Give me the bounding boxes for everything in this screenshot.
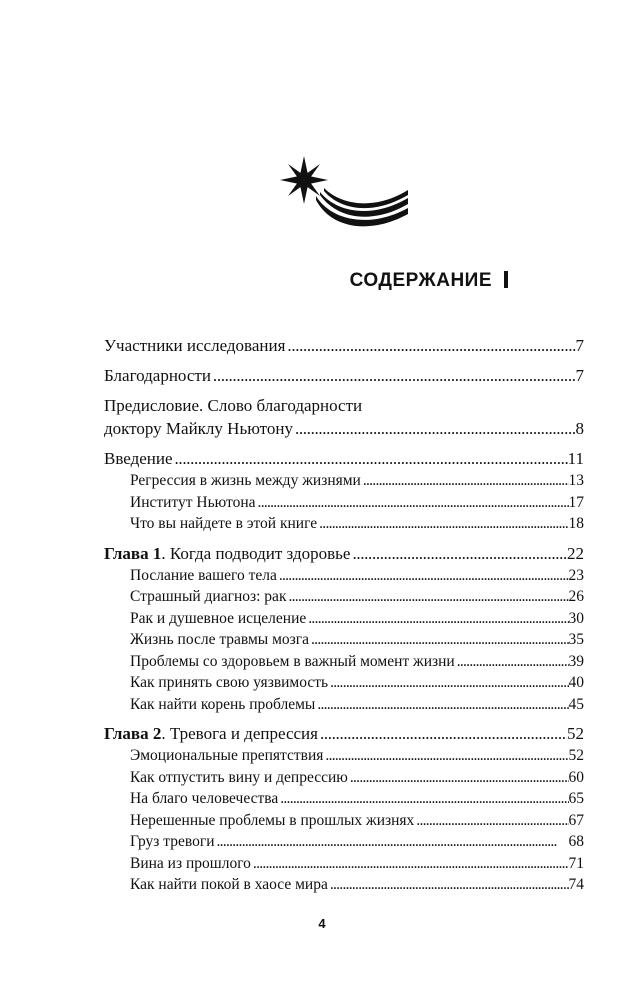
toc-subentry[interactable]: Груз тревоги . . . 68 xyxy=(104,831,584,853)
toc-entry[interactable]: Введение . . . 11 xyxy=(104,447,584,470)
page-number: 4 xyxy=(318,916,326,931)
toc-chapter-2[interactable]: Глава 2. Тревога и депрессия . . . 52 xyxy=(104,722,584,745)
toc-chapter-1[interactable]: Глава 1. Когда подводит здоровье . . . 22 xyxy=(104,542,584,565)
toc-subentry[interactable]: Регрессия в жизнь между жизнями . . . 13 xyxy=(104,470,584,492)
toc-heading xyxy=(350,270,508,292)
toc-entry[interactable]: Участники исследования . . . 7 xyxy=(104,334,584,357)
toc-subentry[interactable]: Нерешенные проблемы в прошлых жизнях . . . 67 xyxy=(104,810,584,832)
toc-subentry[interactable]: Рак и душевное исцеление . . . 30 xyxy=(104,608,584,630)
toc-subentry[interactable]: Страшный диагноз: рак . . . 26 xyxy=(104,586,584,608)
toc-subentry[interactable]: Что вы найдете в этой книге . . . 18 xyxy=(104,513,584,535)
toc-subentry[interactable]: Проблемы со здоровьем в важный момент жизни . . . 39 xyxy=(104,651,584,673)
heading-bar xyxy=(504,271,508,288)
table-of-contents xyxy=(104,334,584,896)
toc-subentry[interactable]: Как принять свою уязвимость . . . 40 xyxy=(104,672,584,694)
toc-subentry[interactable]: Послание вашего тела . . . 23 xyxy=(104,565,584,587)
toc-subentry[interactable]: Вина из прошлого . . . 71 xyxy=(104,853,584,875)
toc-subentry[interactable]: На благо человечества . . . 65 xyxy=(104,788,584,810)
toc-heading-text: СОДЕРЖАНИЕ xyxy=(349,270,492,291)
toc-subentry[interactable]: Как найти корень проблемы . . . 45 xyxy=(104,694,584,716)
toc-entry-multiline[interactable]: Предисловие. Слово благодарности доктору Майклу Ньютону . . . 8 xyxy=(104,394,584,440)
toc-subentry[interactable]: Институт Ньютона . . . 17 xyxy=(104,492,584,514)
toc-subentry[interactable]: Как отпустить вину и депрессию . . . 60 xyxy=(104,767,584,789)
toc-subentry[interactable]: Как найти покой в хаосе мира . . . 74 xyxy=(104,874,584,896)
star-comet-emblem-icon xyxy=(280,152,412,242)
toc-entry[interactable]: Благодарности . . . 7 xyxy=(104,364,584,387)
toc-subentry[interactable]: Жизнь после травмы мозга . . . 35 xyxy=(104,629,584,651)
toc-subentry[interactable]: Эмоциональные препятствия . . . 52 xyxy=(104,745,584,767)
